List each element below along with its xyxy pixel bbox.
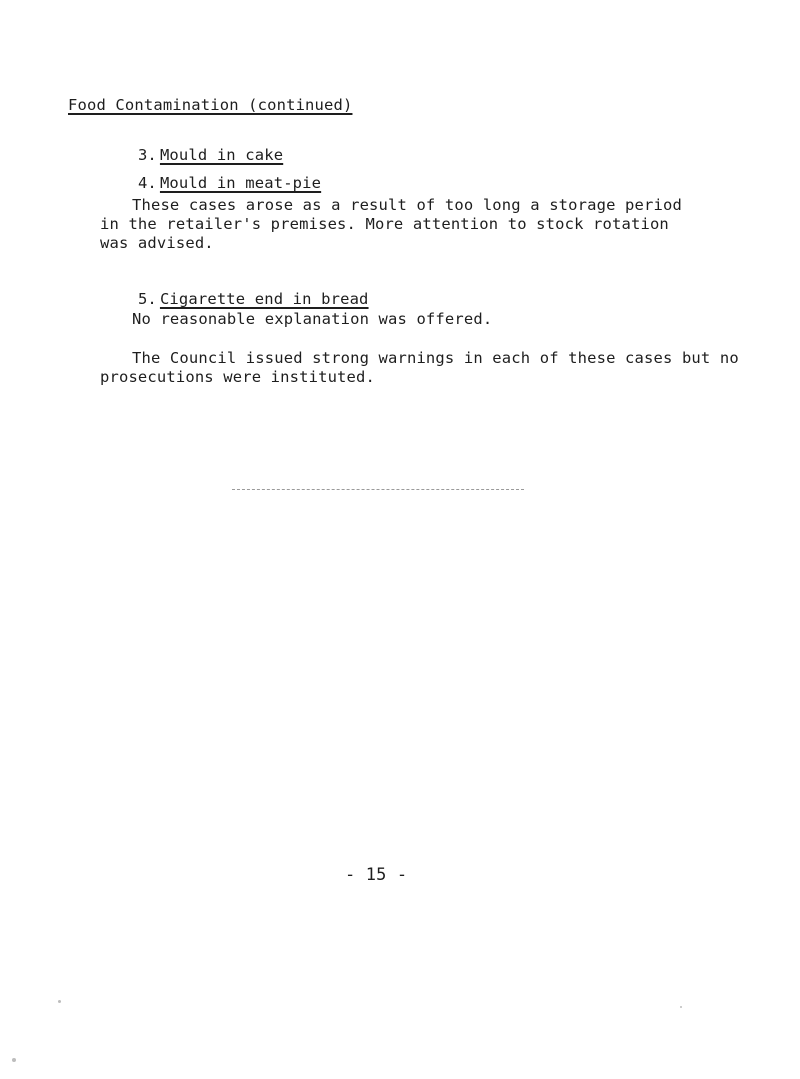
item-number: 5.: [137, 290, 157, 308]
paragraph-line: The Council issued strong warnings in each of these cases but no: [132, 349, 739, 367]
paragraph-line: in the retailer's premises. More attention to stock rotation: [100, 215, 669, 233]
item-title: Mould in meat-pie: [159, 174, 322, 192]
scan-speck: [12, 1058, 16, 1062]
paragraph-line: No reasonable explanation was offered.: [132, 310, 493, 328]
paragraph-line: was advised.: [100, 234, 214, 252]
scan-speck: [58, 1000, 61, 1003]
page-number: - 15 -: [345, 865, 408, 885]
paragraph-line: These cases arose as a result of too long a storage period: [132, 196, 682, 214]
section-heading: Food Contamination (continued): [68, 96, 353, 114]
item-title: Mould in cake: [159, 146, 284, 164]
item-number: 3.: [137, 146, 157, 164]
paragraph-line: prosecutions were instituted.: [100, 368, 375, 386]
item-number: 4.: [137, 174, 157, 192]
scan-speck: [680, 1006, 682, 1008]
divider-rule: [232, 489, 524, 491]
item-title: Cigarette end in bread: [159, 290, 369, 308]
